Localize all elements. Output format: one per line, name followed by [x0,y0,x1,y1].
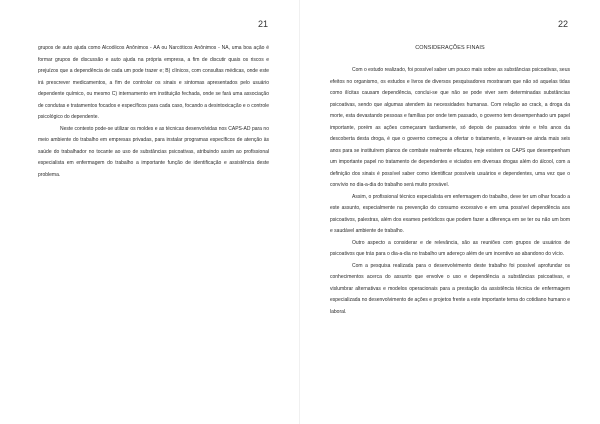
paragraph: Com o estudo realizado, foi possível saber um pouco mais sobre as substâncias psicoativas, seus efeitos no organismo, os estudos e livros de diversos pesquisadores mostraram que não só aquelas tidas como ilícitas causam dependência, conclui-se que não se pode viver sem determinadas substâncias psicoativas, sendo que algumas atendem às necessidades humanas. Com relação ao crack, a droga da morte, esta devastando pessoas e famílias por onde tem passado, o governo tem desempenhado um papel importante, porém as ações começaram tardiamente, só depois de passados vinte e três anos da descoberta desta droga, é que o governo começou a ofertar o tratamento, e levaram-se ainda mais seis anos para se instituírem planos de combate realmente eficazes, hoje existem os CAPS que desempenham um importante papel no tratamento de dependentes e viciados em diversas drogas além do álcool, com a definição dos sinais é possível saber como identificar possíveis usuários e dependentes, uma vez que o convívio no dia-a-dia do trabalho será muito provável. [330,67,570,188]
paragraph: Com a pesquisa realizada para o desenvolvimento deste trabalho foi possível aprofundar os conhecimentos acerca do assunto que envolve o uso e dependência a substâncias psicoativas, e vislumbrar alternativas e modelos operacionais para a prestação da assistência técnica de enfermagem especializada no desenvolvimento de ações e projetos frente a este importante tema do cotidiano humano e laboral. [330,262,570,315]
body-text [330,43,570,318]
page-number: 22 [557,19,568,29]
page-number: 21 [257,19,268,29]
body-text [38,43,269,181]
page-22 [300,0,600,424]
paragraph: Assim, o profissional técnico especialista em enfermagem do trabalho, deve ter um olhar focado a este assunto, especialmente na prevenção do consumo excessivo e em uma possível dependência aos psicoativos, palestras, além dos exames periódicos que podem fazer a diferença em se ter ou não um bom e saudável ambiente de trabalho. [330,193,570,234]
paragraph: Outro aspecto a considerar e de relevância, são as reuniões com grupos de usuários de psicoativos que trás para o dia-a-dia no trabalho um adereço além de um incentivo ao abandono do vício. [330,239,570,257]
paragraph: Neste contexto pode-se utilizar os moldes e as técnicas desenvolvidas nos CAPS-AD para no meio ambiente do trabalho em empresas privadas, para instalar programas específicos de atenção às saúde do trabalhador no tocante ao uso de substâncias psicoativas, atribuindo assim ao profissional especialista em enfermagem do trabalho a importante função de identificação e assistência deste problema. [38,125,269,178]
section-heading: CONSIDERAÇÕES FINAIS [415,45,485,51]
paragraph: grupos de auto ajuda como Alcoólicos Anônimos - AA ou Narcóticos Anônimos - NA, uma boa ação é formar grupos de discussão e auto ajuda na própria empresa, a fim de discutir quais os riscos e prejuízos que a dependência de cada um pode trazer e; B) clínicos, com consultas médicas, onde este irá prescrever medicamentos, a fim de controlar os sinais e sintomas apresentados pelo usuário dependente químico, ou mesmo C) internamento em instituição fechada, onde se fará uma associação de condutas e tratamentos focados e específicos para cada caso, focando a desintoxicação e o controle psicológico do dependente. [38,45,269,120]
